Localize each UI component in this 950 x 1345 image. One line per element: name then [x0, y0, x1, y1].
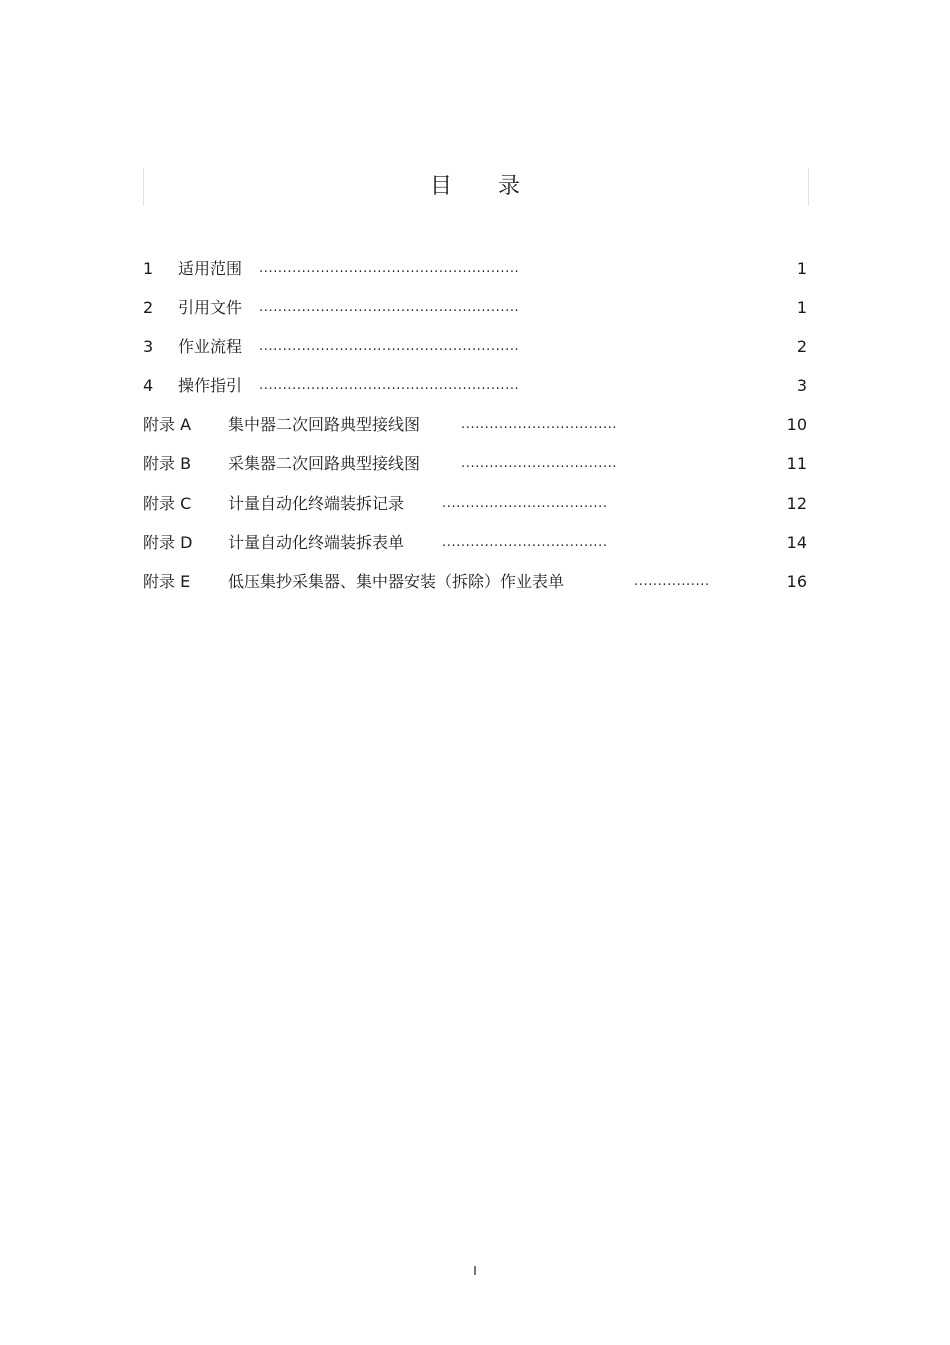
toc-entry-label: 适用范围: [178, 259, 243, 278]
toc-entry-label: 操作指引: [178, 376, 243, 396]
toc-entry-label: 低压集抄采集器、集中器安装（拆除）作业表单: [228, 571, 565, 591]
toc-entry-3[interactable]: [143, 333, 807, 372]
toc-entry-number: 1: [143, 259, 154, 278]
toc-entry-number: 4: [143, 376, 154, 396]
toc-entry-page: 10: [786, 415, 807, 435]
toc-entry-appendix-e[interactable]: [143, 568, 807, 607]
page-number-footer: I: [473, 1264, 477, 1278]
toc-entry-appendix-b[interactable]: [143, 450, 807, 489]
toc-entry-label: 计量自动化终端装拆记录: [228, 493, 405, 513]
toc-entry-leader: .......................................................: [259, 339, 520, 355]
toc-entry-label: 作业流程: [178, 337, 243, 357]
toc-entry-page: 14: [786, 532, 807, 552]
toc-entry-label: 引用文件: [178, 298, 243, 318]
toc-entry-label: 采集器二次回路典型接线图: [228, 454, 421, 474]
toc-entry-number: 附录 B: [143, 454, 192, 474]
title-char-1: 目: [429, 174, 452, 199]
toc-entry-page: 12: [786, 493, 807, 513]
toc-entry-leader: .......................................................: [259, 261, 520, 276]
toc-entry-appendix-a[interactable]: [143, 411, 807, 450]
title-char-2: 录: [498, 174, 521, 199]
toc-entry-leader: ...................................: [442, 534, 608, 550]
toc-entry-leader: .................................: [461, 456, 618, 472]
toc-entry-appendix-c[interactable]: [143, 490, 807, 529]
toc-entry-1[interactable]: [143, 255, 807, 294]
toc-entry-number: 附录 D: [143, 532, 193, 552]
toc-entry-leader: .......................................................: [259, 378, 520, 394]
page-title: [0, 172, 950, 202]
toc-entry-leader: ...................................: [442, 495, 608, 511]
toc-entry-leader: .......................................................: [259, 300, 520, 316]
table-of-contents: [143, 255, 807, 607]
toc-entry-leader: ................: [634, 573, 710, 589]
toc-entry-page: 2: [796, 337, 807, 357]
toc-entry-label: 集中器二次回路典型接线图: [228, 415, 421, 435]
toc-entry-number: 附录 E: [143, 571, 191, 591]
toc-entry-page: 11: [786, 454, 807, 474]
toc-entry-2[interactable]: [143, 294, 807, 333]
toc-entry-4[interactable]: [143, 372, 807, 411]
toc-entry-appendix-d[interactable]: [143, 529, 807, 568]
toc-entry-number: 2: [143, 298, 154, 318]
toc-entry-label: 计量自动化终端装拆表单: [228, 532, 405, 552]
toc-entry-page: 1: [796, 298, 807, 318]
toc-entry-number: 附录 C: [143, 493, 192, 513]
toc-entry-page: 16: [786, 571, 807, 591]
toc-entry-number: 附录 A: [143, 415, 192, 435]
toc-entry-number: 3: [143, 337, 154, 357]
toc-entry-page: 1: [796, 259, 807, 278]
toc-entry-page: 3: [796, 376, 807, 396]
toc-entry-leader: .................................: [461, 417, 618, 433]
